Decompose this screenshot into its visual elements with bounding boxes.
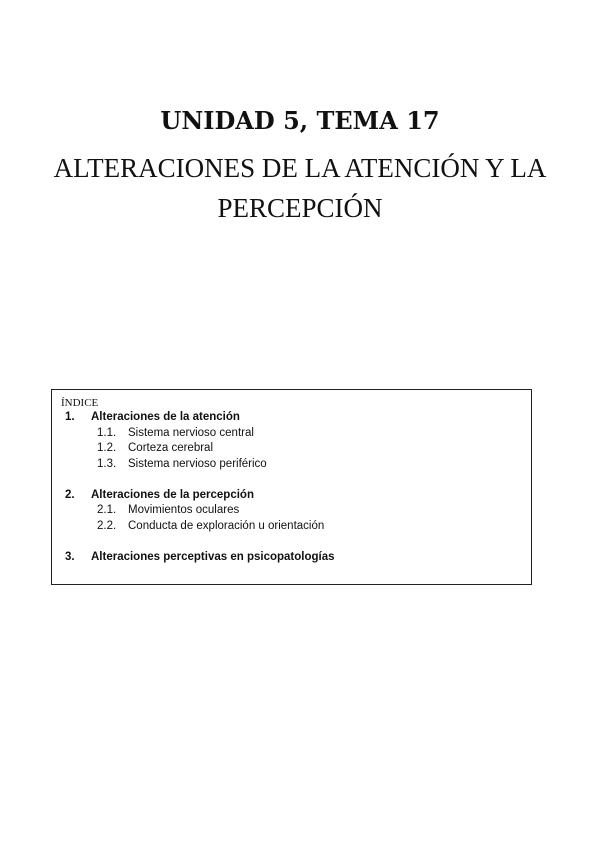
subsection-number: 1.1. xyxy=(97,427,117,439)
topic-title-line-2: PERCEPCIÓN xyxy=(217,193,383,223)
title-block xyxy=(0,104,600,228)
unit-heading: UNIDAD 5, TEMA 17 xyxy=(160,106,440,135)
subsection-title: Conducta de exploración u orientación xyxy=(128,520,325,532)
subsection-number: 2.1. xyxy=(97,504,117,516)
section-title: Alteraciones de la atención xyxy=(91,411,240,423)
subsection-title: Sistema nervioso central xyxy=(128,427,254,439)
section-number: 2. xyxy=(65,489,75,501)
topic-title-line-1: ALTERACIONES DE LA ATENCIÓN Y LA xyxy=(53,153,547,183)
section-title: Alteraciones perceptivas en psicopatologías xyxy=(91,551,335,563)
subsection-number: 1.2. xyxy=(97,442,117,454)
index-box xyxy=(51,389,532,585)
section-title: Alteraciones de la percepción xyxy=(91,489,254,501)
index-heading: ÍNDICE xyxy=(61,397,99,409)
section-number: 3. xyxy=(65,551,75,563)
subsection-title: Corteza cerebral xyxy=(128,442,214,454)
subsection-title: Sistema nervioso periférico xyxy=(128,458,267,470)
subsection-title: Movimientos oculares xyxy=(128,504,240,516)
section-number: 1. xyxy=(65,411,75,423)
subsection-number: 2.2. xyxy=(97,520,117,532)
topic-title xyxy=(0,148,600,228)
subsection-number: 1.3. xyxy=(97,458,117,470)
